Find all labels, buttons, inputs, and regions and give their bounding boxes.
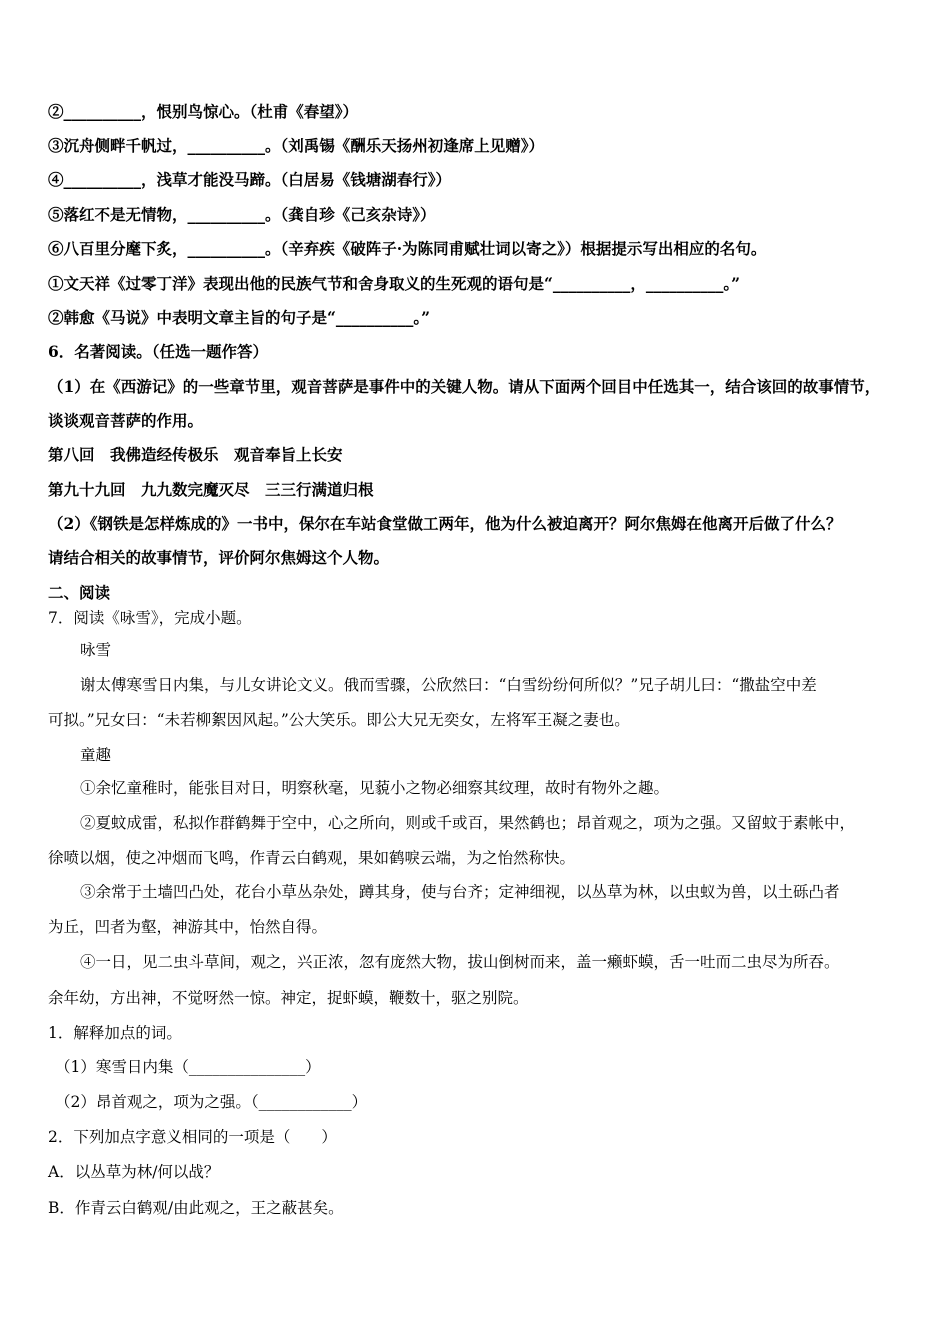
passage2-para4-line2: 余年幼，方出神，不觉呀然一惊。神定，捉虾蟆，鞭数十，驱之别院。 [48, 989, 529, 1007]
sub-question-1: 1．解释加点的词。 [48, 1024, 182, 1042]
passage2-para1: ①余忆童稚时，能张目对日，明察秋毫，见藐小之物必细察其纹理，故时有物外之趣。 [80, 779, 670, 797]
passage1-title: 咏雪 [80, 641, 112, 659]
prompt-line-2: ②韩愈《马说》中表明文章主旨的句子是“__________。” [48, 308, 431, 327]
passage1-line2: 可拟。”兄女曰：“未若柳絮因风起。”公大笑乐。即公大兄无奕女，左将军王凝之妻也。 [48, 711, 630, 729]
fill-line-6: ⑥八百里分麾下炙，__________。（辛弃疾《破阵子·为陈同甫赋壮词以寄之》）根据提示写出相应的名句。 [48, 239, 767, 258]
chapter-8: 第八回 我佛造经传极乐 观音奉旨上长安 [48, 445, 343, 464]
sub-question-1-item2: （2）昂首观之，项为之强。（____________） [55, 1093, 368, 1111]
passage2-para3-line2: 为丘，凹者为壑，神游其中，怡然自得。 [48, 918, 328, 936]
passage1-line1: 谢太傅寒雪日内集，与儿女讲论文义。俄而雪骤，公欣然曰：“白雪纷纷何所似？”兄子胡儿曰：“撒盐空中差 [80, 676, 817, 694]
q6-part1-line2: 谈谈观音菩萨的作用。 [48, 411, 204, 430]
fill-line-5: ⑤落红不是无情物，__________。（龚自珍《己亥杂诗》） [48, 205, 436, 224]
passage2-para3-line1: ③余常于土墙凹凸处，花台小草丛杂处，蹲其身，使与台齐；定神细视，以丛草为林，以虫蚁为兽，以土砾凸者 [80, 883, 840, 901]
q6-part1-line1: （1）在《西游记》的一些章节里，观音菩萨是事件中的关键人物。请从下面两个回目中任选其一，结合该回的故事情节， [48, 377, 881, 396]
passage2-para2-line1: ②夏蚊成雷，私拟作群鹤舞于空中，心之所向，则或千或百，果然鹤也；昂首观之，项为之强。又留蚊于素帐中， [80, 814, 856, 832]
passage2-para4-line1: ④一日，见二虫斗草间，观之，兴正浓，忽有庞然大物，拔山倒树而来，盖一癞虾蟆，舌一吐而二虫尽为所吞。 [80, 953, 840, 971]
passage2-title: 童趣 [80, 746, 112, 764]
fill-line-2: ②__________，恨别鸟惊心。（杜甫《春望》） [48, 102, 359, 121]
q6-part2-line2: 请结合相关的故事情节，评价阿尔焦姆这个人物。 [48, 548, 390, 567]
prompt-line-1: ①文天祥《过零丁洋》表现出他的民族气节和舍身取义的生死观的语句是“__________，__________。” [48, 274, 741, 293]
option-b: B．作青云白鹤观/由此观之，王之蔽甚矣。 [48, 1199, 344, 1217]
chapter-99: 第九十九回 九九数完魔灭尽 三三行满道归根 [48, 480, 374, 499]
q6-part2-line1: （2）《钢铁是怎样炼成的》一书中，保尔在车站食堂做工两年，他为什么被迫离开？阿尔焦姆在他离开后做了什么？ [48, 514, 842, 533]
fill-line-4: ④__________，浅草才能没马蹄。（白居易《钱塘湖春行》） [48, 170, 452, 189]
sub-question-2: 2．下列加点字意义相同的一项是（ ） [48, 1128, 337, 1146]
option-a: A．以丛草为林/何以战？ [48, 1163, 220, 1181]
section-reading-heading: 二、阅读 [48, 583, 111, 602]
q6-heading: 6．名著阅读。（任选一题作答） [48, 342, 269, 361]
fill-line-3: ③沉舟侧畔千帆过，__________。（刘禹锡《酬乐天扬州初逢席上见赠》） [48, 136, 545, 155]
passage2-para2-line2: 徐喷以烟，使之冲烟而飞鸣，作青云白鹤观，果如鹤唳云端，为之怡然称快。 [48, 849, 576, 867]
q7-heading: 7．阅读《咏雪》，完成小题。 [48, 609, 252, 627]
sub-question-1-item1: （1）寒雪日内集（_______________） [55, 1058, 321, 1076]
